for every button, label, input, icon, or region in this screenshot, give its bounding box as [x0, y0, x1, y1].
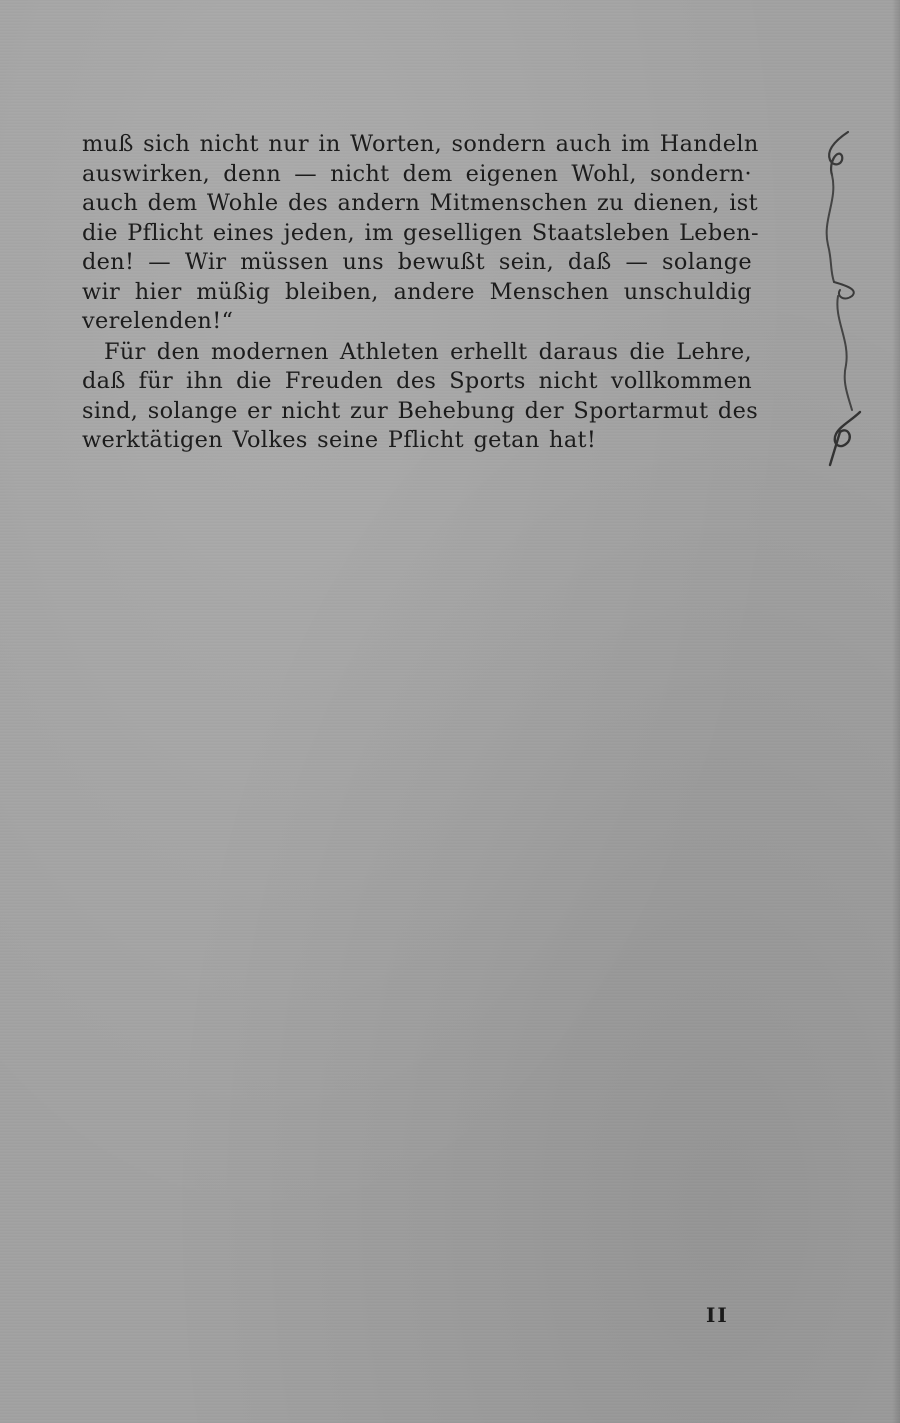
- body-text: [82, 130, 759, 456]
- text-line: Für den modernen Athleten erhellt daraus die Lehre,: [104, 338, 752, 365]
- paragraph: [82, 338, 759, 456]
- text-line: den! — Wir müssen uns bewußt sein, daß — solange: [82, 249, 752, 275]
- text-line: muß sich nicht nur in Worten, sondern auch im Handeln: [82, 131, 759, 157]
- page-number: II: [706, 1303, 729, 1327]
- text-line: wir hier müßig bleiben, andere Menschen unschuldig: [82, 278, 752, 305]
- text-line: werktätigen Volkes seine Pflicht getan hat!: [82, 427, 597, 453]
- text-line: auch dem Wohle des andern Mitmenschen zu dienen, ist: [82, 190, 758, 216]
- paragraph: [82, 130, 759, 337]
- pencil-margin-mark: [808, 120, 878, 480]
- text-line: verelenden!“: [82, 308, 234, 334]
- text-line: auswirken, denn — nicht dem eigenen Wohl, sondern·: [82, 160, 752, 187]
- text-line: die Pflicht eines jeden, im geselligen Staatsleben Leben-: [82, 219, 759, 246]
- page-edge-shadow: [892, 0, 900, 1423]
- text-line: daß für ihn die Freuden des Sports nicht vollkommen: [82, 368, 752, 394]
- text-line: sind, solange er nicht zur Behebung der Sportarmut des: [82, 397, 759, 424]
